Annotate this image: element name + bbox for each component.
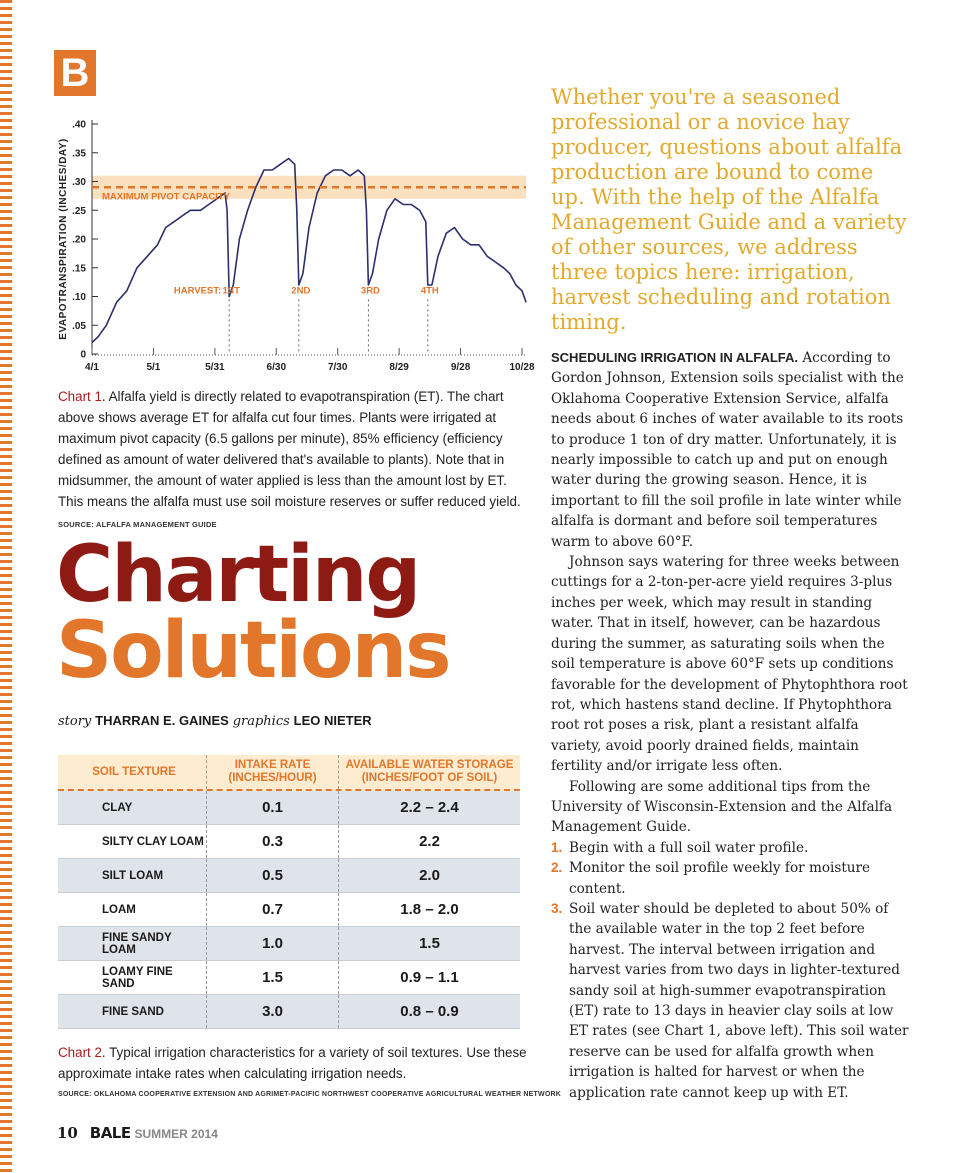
- headline-line-1: Charting: [56, 530, 420, 620]
- chart2-source: SOURCE: OKLAHOMA COOPERATIVE EXTENSION AND AGRIMET-PACIFIC NORTHWEST COOPERATIVE AGRICULTURAL WEATHER NETWORK: [58, 1091, 561, 1098]
- table-row: [58, 961, 520, 995]
- y-tick-label: 0: [80, 349, 86, 361]
- table-cell-intake: 0.5: [206, 859, 338, 892]
- table-row: [58, 791, 520, 825]
- list-item: [551, 858, 911, 899]
- page-number: 10: [57, 1124, 78, 1142]
- chart1-caption-lead: Chart 1: [58, 389, 102, 404]
- x-tick-label: 5/31: [205, 362, 225, 373]
- y-tick-label: .15: [72, 263, 86, 275]
- table-cell-storage: 1.5: [338, 927, 520, 960]
- y-tick-label: .25: [72, 205, 86, 217]
- table-row: [58, 893, 520, 927]
- y-axis-title: EVAPOTRANSPIRATION (INCHES/DAY): [58, 138, 69, 340]
- harvest-number-label: 1ST: [222, 285, 240, 297]
- table-row: [58, 859, 520, 893]
- table-cell-soil: SILT LOAM: [102, 869, 164, 882]
- x-tick-label: 8/29: [389, 362, 409, 373]
- x-tick-label: 7/30: [327, 362, 348, 373]
- table-cell-intake: 1.0: [206, 927, 338, 960]
- byline: [58, 712, 372, 729]
- magazine-name: BALE: [89, 1124, 131, 1142]
- capacity-label: MAXIMUM PIVOT CAPACITY: [102, 191, 231, 203]
- chart2-caption: [58, 1042, 530, 1084]
- byline-graphics-label: graphics: [232, 714, 290, 729]
- table-cell-soil: FINE SAND: [102, 1005, 164, 1018]
- chart1-source: SOURCE: ALFALFA MANAGEMENT GUIDE: [58, 520, 217, 529]
- byline-story-name: THARRAN E. GAINES: [95, 713, 229, 728]
- table-cell-soil: SILTY CLAY LOAM: [102, 835, 204, 848]
- tips-list: [551, 838, 911, 1103]
- article-paragraph-1: [551, 348, 911, 552]
- section-heading: SCHEDULING IRRIGATION IN ALFALFA.: [551, 350, 798, 365]
- page-folio: [57, 1124, 218, 1142]
- chart2-caption-lead: Chart 2: [58, 1045, 102, 1060]
- y-tick-label: .35: [72, 148, 86, 160]
- byline-story-label: story: [58, 714, 92, 729]
- edge-stripe-decoration: [0, 0, 12, 1173]
- table-cell-storage: 0.9 – 1.1: [338, 961, 520, 994]
- harvest-label: HARVEST:: [173, 285, 222, 297]
- list-item-text: Begin with a full soil water profile.: [569, 839, 809, 856]
- et-line-chart: [40, 110, 535, 382]
- x-tick-label: 5/1: [146, 362, 161, 373]
- table-cell-intake: 0.1: [206, 791, 338, 824]
- table-cell-storage: 0.8 – 0.9: [338, 995, 520, 1028]
- table-cell-storage: 2.0: [338, 859, 520, 892]
- list-item-number: 2.: [551, 860, 563, 876]
- chart2-caption-text: . Typical irrigation characteristics for a variety of soil textures. Use these approximate intake rates when calculating irrigation needs.: [58, 1045, 527, 1081]
- table-cell-storage: 2.2 – 2.4: [338, 791, 520, 824]
- table-cell-storage: 1.8 – 2.0: [338, 893, 520, 926]
- y-tick-label: .05: [72, 320, 86, 332]
- list-item: [551, 899, 911, 1103]
- table-cell-intake: 0.3: [206, 825, 338, 858]
- table-row: [58, 927, 520, 961]
- article-body: [551, 348, 911, 1103]
- article-paragraph-2: Johnson says watering for three weeks between cuttings for a 2-ton-per-acre yield requires 3-plus inches per week, which may result in standing water. That in itself, however, can be hazardous during the summer, as saturating soils when the soil temperature is above 60°F sets up conditions favorable for the development of Phytophthora root rot, which hastens stand decline. If Phytophthora root rot poses a risk, plant a resistant alfalfa variety, avoid poorly drained fields, maintain fertility and/or irrigate less often.: [551, 554, 908, 775]
- soil-texture-table: [58, 755, 520, 1029]
- chart1-caption-text: . Alfalfa yield is directly related to evapotranspiration (ET). The chart above shows average ET for alfalfa cut four times. Plants were irrigated at maximum pivot capacity (6.5 gallons per minute), 85% efficiency (efficiency defined as amount of water delivered that's available to plants). Note that in midsummer, the amount of water applied is less than the amount lost by ET. This means the alfalfa must use soil moisture reserves or suffer reduced yield.: [58, 389, 521, 509]
- table-cell-soil: LOAM: [102, 903, 136, 916]
- table-header-intake: INTAKE RATE (INCHES/HOUR): [206, 755, 338, 789]
- table-header-row: [58, 755, 520, 791]
- headline-line-2: Solutions: [56, 606, 450, 696]
- harvest-number-label: 4TH: [420, 285, 439, 297]
- harvest-number-label: 2ND: [291, 285, 311, 297]
- table-cell-intake: 0.7: [206, 893, 338, 926]
- y-tick-label: .40: [72, 119, 86, 131]
- article-paragraph-3: Following are some additional tips from the University of Wisconsin-Extension and the Alfalfa Management Guide.: [551, 778, 893, 836]
- table-cell-soil: LOAMY FINE SAND: [102, 965, 173, 990]
- harvest-number-label: 3RD: [360, 285, 380, 297]
- x-tick-label: 6/30: [266, 362, 287, 373]
- x-tick-label: 10/28: [509, 362, 535, 373]
- pull-quote: Whether you're a seasoned professional or a novice hay producer, questions about alfalfa production are bound to come up. With the help of the Alfalfa Management Guide and a variety of other sources, we address three topics here: irrigation, harvest scheduling and rotation timing.: [551, 85, 907, 334]
- list-item-text: Soil water should be depleted to about 50% of the available water in the top 2 feet before harvest. The interval between irrigation and harvest varies from two days in lighter-textured sandy soil at high-summer evapotranspiration (ET) rate to 13 days in heavier clay soils at low ET rates (see Chart 1, above left). This soil water reserve can be used for alfalfa growth when irrigation is halted for harvest or when the application rate cannot keep up with ET.: [569, 900, 909, 1101]
- list-item: [551, 838, 911, 858]
- list-item-number: 1.: [551, 839, 563, 855]
- byline-graphics-name: LEO NIETER: [293, 713, 372, 728]
- table-cell-soil: FINE SANDY LOAM: [102, 931, 172, 956]
- y-tick-label: .30: [72, 177, 86, 188]
- issue-label: SUMMER 2014: [134, 1127, 218, 1141]
- table-header-soil: SOIL TEXTURE: [92, 765, 176, 778]
- table-cell-soil: CLAY: [102, 801, 133, 814]
- section-logo-icon: B: [54, 50, 96, 96]
- list-item-text: Monitor the soil profile weekly for moisture content.: [569, 860, 871, 897]
- table-cell-intake: 3.0: [206, 995, 338, 1028]
- table-row: [58, 995, 520, 1029]
- table-header-storage: AVAILABLE WATER STORAGE (INCHES/FOOT OF SOIL): [338, 755, 520, 789]
- y-tick-label: .10: [72, 292, 86, 303]
- list-item-number: 3.: [551, 900, 563, 916]
- table-row: [58, 825, 520, 859]
- y-tick-label: .20: [72, 234, 86, 246]
- table-cell-intake: 1.5: [206, 961, 338, 994]
- x-tick-label: 4/1: [85, 362, 99, 373]
- x-tick-label: 9/28: [450, 362, 471, 373]
- table-cell-storage: 2.2: [338, 825, 520, 858]
- article-paragraph-1-text: According to Gordon Johnson, Extension soils specialist with the Oklahoma Cooperative Extension Service, alfalfa needs about 6 inches of water available to its roots to produce 1 ton of dry matter. Unfortunately, it is nearly impossible to catch up and put on enough water during the growing season. Hence, it is important to fill the soil profile in late winter while alfalfa is dormant and before soil temperatures warm to above 60°F.: [551, 350, 904, 550]
- chart1-caption: [58, 386, 530, 533]
